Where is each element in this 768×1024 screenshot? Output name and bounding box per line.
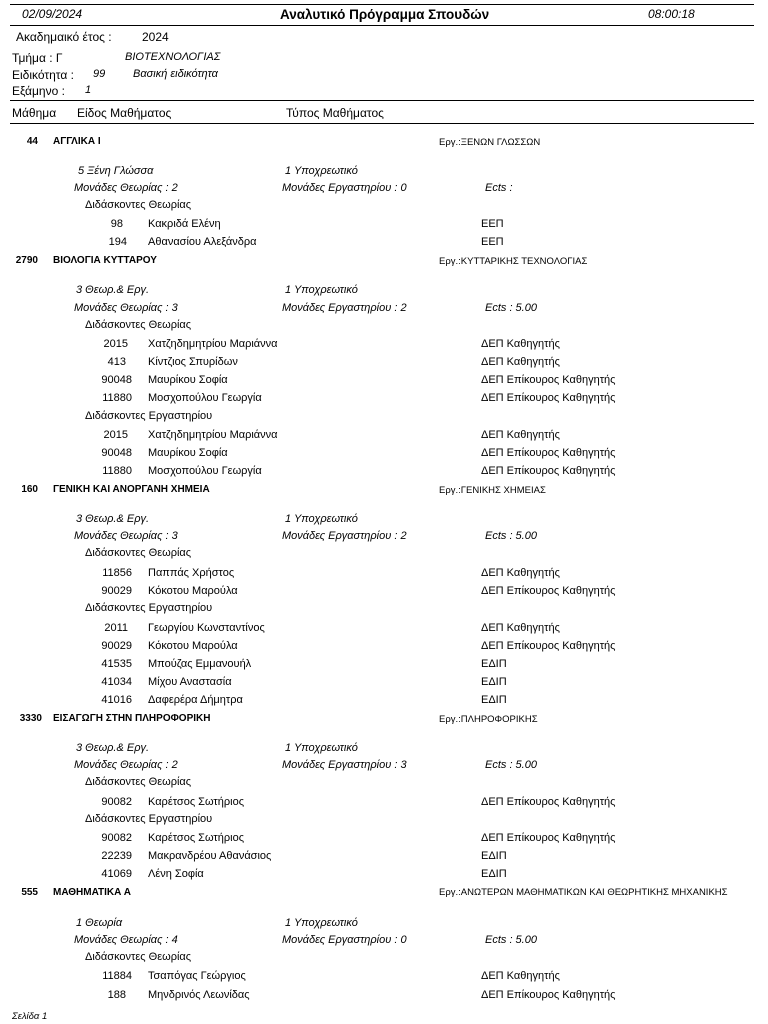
instructor-id: 90029 xyxy=(101,640,132,652)
course-code: 2790 xyxy=(15,255,38,266)
course-kind: 3 Θεωρ.& Εργ. xyxy=(76,742,150,754)
instructor-id: 41535 xyxy=(101,658,132,670)
instructor-id: 188 xyxy=(107,989,126,1001)
instructor-id: 11880 xyxy=(102,392,132,404)
instructor-group-title: Διδάσκοντες Θεωρίας xyxy=(85,547,192,559)
instructor-name: Μαυρίκου Σοφία xyxy=(148,374,228,386)
instructor-id: 11884 xyxy=(102,970,132,982)
instructor-rank: ΔΕΠ Επίκουρος Καθηγητής xyxy=(481,392,616,404)
instructor-id: 2011 xyxy=(104,622,128,634)
instructor-name: Παππάς Χρήστος xyxy=(148,567,235,579)
ects: Ects : 5.00 xyxy=(485,302,537,314)
instructor-group-title: Διδάσκοντες Θεωρίας xyxy=(85,199,192,211)
course-kind: 3 Θεωρ.& Εργ. xyxy=(76,513,150,525)
column-kind: Είδος Μαθήματος xyxy=(77,106,172,120)
instructor-rank: ΔΕΠ Επίκουρος Καθηγητής xyxy=(481,796,616,808)
instructor-name: Αθανασίου Αλεξάνδρα xyxy=(148,236,257,248)
semester-value: 1 xyxy=(85,84,92,96)
course-type: 1 Υποχρεωτικό xyxy=(285,742,358,754)
instructor-name: Κόκοτου Μαρούλα xyxy=(148,640,238,652)
course-lab: Εργ.:ΞΕΝΩΝ ΓΛΩΣΣΩΝ xyxy=(439,137,541,148)
instructor-rank: ΔΕΠ Επίκουρος Καθηγητής xyxy=(481,465,616,477)
lab-units: Μονάδες Εργαστηρίου : 3 xyxy=(282,759,407,771)
instructor-rank: ΔΕΠ Επίκουρος Καθηγητής xyxy=(481,585,616,597)
instructor-name: Κίντζιος Σπυρίδων xyxy=(148,356,238,368)
instructor-group-title: Διδάσκοντες Θεωρίας xyxy=(85,776,192,788)
print-time: 08:00:18 xyxy=(648,7,695,21)
instructor-rank: ΔΕΠ Καθηγητής xyxy=(481,970,560,982)
instructor-name: Καρέτσος Σωτήριος xyxy=(148,796,244,808)
instructor-id: 90082 xyxy=(101,832,132,844)
instructor-name: Γεωργίου Κωνσταντίνος xyxy=(148,622,265,634)
header-rule xyxy=(10,25,754,26)
dept-value: ΒΙΟΤΕΧΝΟΛΟΓΙΑΣ xyxy=(125,51,221,63)
instructor-rank: ΔΕΠ Καθηγητής xyxy=(481,429,560,441)
course-name: ΕΙΣΑΓΩΓΗ ΣΤΗΝ ΠΛΗΡΟΦΟΡΙΚΗ xyxy=(53,713,211,724)
ects: Ects : 5.00 xyxy=(485,934,537,946)
instructor-name: Μηνδρινός Λεωνίδας xyxy=(148,989,250,1001)
course-type: 1 Υποχρεωτικό xyxy=(285,284,358,296)
instructor-id: 22239 xyxy=(101,850,132,862)
ects: Ects : 5.00 xyxy=(485,530,537,542)
course-code: 555 xyxy=(21,887,38,898)
instructor-name: Δαφερέρα Δήμητρα xyxy=(148,694,243,706)
instructor-id: 11856 xyxy=(102,567,132,579)
theory-units: Μονάδες Θεωρίας : 3 xyxy=(74,302,178,314)
spec-value: Βασική ειδικότητα xyxy=(133,68,218,80)
course-lab: Εργ.:ΓΕΝΙΚΗΣ ΧΗΜΕΙΑΣ xyxy=(439,485,546,496)
instructor-id: 41034 xyxy=(101,676,132,688)
instructor-rank: ΔΕΠ Επίκουρος Καθηγητής xyxy=(481,640,616,652)
instructor-name: Μοσχοπούλου Γεωργία xyxy=(148,392,262,404)
instructor-rank: ΔΕΠ Καθηγητής xyxy=(481,622,560,634)
instructor-name: Κακριδά Ελένη xyxy=(148,218,221,230)
instructor-rank: ΔΕΠ Καθηγητής xyxy=(481,567,560,579)
semester-label: Εξάμηνο : xyxy=(12,84,65,98)
course-kind: 1 Θεωρία xyxy=(76,917,123,929)
instructor-rank: ΔΕΠ Επίκουρος Καθηγητής xyxy=(481,447,616,459)
instructor-group-title: Διδάσκοντες Εργαστηρίου xyxy=(85,410,213,422)
lab-units: Μονάδες Εργαστηρίου : 0 xyxy=(282,182,407,194)
course-type: 1 Υποχρεωτικό xyxy=(285,165,358,177)
instructor-name: Μοσχοπούλου Γεωργία xyxy=(148,465,262,477)
course-lab: Εργ.:ΑΝΩΤΕΡΩΝ ΜΑΘΗΜΑΤΙΚΩΝ ΚΑΙ ΘΕΩΡΗΤΙΚΗΣ ΜΗΧΑΝΙΚΗΣ xyxy=(439,887,728,898)
instructor-id: 194 xyxy=(108,236,127,248)
instructor-id: 98 xyxy=(110,218,123,230)
page-title: Αναλυτικό Πρόγραμμα Σπουδών xyxy=(280,7,490,22)
course-lab: Εργ.:ΚΥΤΤΑΡΙΚΗΣ ΤΕΧΝΟΛΟΓΙΑΣ xyxy=(439,256,588,267)
course-name: ΒΙΟΛΟΓΙΑ ΚΥΤΤΑΡΟΥ xyxy=(53,255,157,266)
course-name: ΓΕΝΙΚΗ ΚΑΙ ΑΝΟΡΓΑΝΗ ΧΗΜΕΙΑ xyxy=(53,484,210,495)
course-kind: 5 Ξένη Γλώσσα xyxy=(78,165,154,177)
theory-units: Μονάδες Θεωρίας : 3 xyxy=(74,530,178,542)
instructor-name: Κόκοτου Μαρούλα xyxy=(148,585,238,597)
instructor-name: Τσαπόγας Γεώργιος xyxy=(148,970,246,982)
instructor-name: Καρέτσος Σωτήριος xyxy=(148,832,244,844)
column-course: Μάθημα xyxy=(12,106,57,120)
instructor-rank: ΔΕΠ Επίκουρος Καθηγητής xyxy=(481,832,616,844)
instructor-group-title: Διδάσκοντες Εργαστηρίου xyxy=(85,602,213,614)
instructor-name: Χατζηδημητρίου Μαριάννα xyxy=(148,429,278,441)
instructor-rank: ΕΔΙΠ xyxy=(481,676,507,688)
top-rule xyxy=(10,4,754,5)
instructor-id: 413 xyxy=(107,356,126,368)
info-rule xyxy=(10,100,754,101)
instructor-id: 90082 xyxy=(101,796,132,808)
instructor-rank: ΕΔΙΠ xyxy=(481,658,507,670)
instructor-rank: ΕΔΙΠ xyxy=(481,850,507,862)
course-code: 160 xyxy=(21,484,38,495)
instructor-id: 41069 xyxy=(101,868,132,880)
ects: Ects : 5.00 xyxy=(485,759,537,771)
course-code: 44 xyxy=(26,136,38,147)
ects: Ects : xyxy=(485,182,513,194)
course-kind: 3 Θεωρ.& Εργ. xyxy=(76,284,150,296)
instructor-rank: ΔΕΠ Επίκουρος Καθηγητής xyxy=(481,374,616,386)
course-name: ΜΑΘΗΜΑΤΙΚΑ Α xyxy=(53,887,131,898)
instructor-id: 11880 xyxy=(102,465,132,477)
instructor-id: 90048 xyxy=(101,374,132,386)
instructor-id: 2015 xyxy=(103,429,128,441)
lab-units: Μονάδες Εργαστηρίου : 2 xyxy=(282,530,407,542)
course-code: 3330 xyxy=(19,713,42,724)
instructor-rank: ΔΕΠ Καθηγητής xyxy=(481,356,560,368)
instructor-rank: ΔΕΠ Επίκουρος Καθηγητής xyxy=(481,989,616,1001)
instructor-name: Μαυρίκου Σοφία xyxy=(148,447,228,459)
instructor-id: 41016 xyxy=(101,694,132,706)
theory-units: Μονάδες Θεωρίας : 2 xyxy=(74,759,178,771)
spec-label: Ειδικότητα : xyxy=(12,68,74,82)
column-type: Τύπος Μαθήματος xyxy=(286,106,384,120)
instructor-id: 90029 xyxy=(101,585,132,597)
instructor-rank: ΕΔΙΠ xyxy=(481,868,507,880)
columns-rule xyxy=(10,123,754,124)
spec-code: 99 xyxy=(93,68,106,80)
instructor-group-title: Διδάσκοντες Θεωρίας xyxy=(85,319,192,331)
instructor-name: Μπούζας Εμμανουήλ xyxy=(148,658,252,670)
course-lab: Εργ.:ΠΛΗΡΟΦΟΡΙΚΗΣ xyxy=(439,714,538,725)
instructor-group-title: Διδάσκοντες Εργαστηρίου xyxy=(85,813,213,825)
course-type: 1 Υποχρεωτικό xyxy=(285,513,358,525)
instructor-id: 2015 xyxy=(103,338,128,350)
dept-label: Τμήμα : Γ xyxy=(12,51,63,65)
instructor-name: Μίχου Αναστασία xyxy=(148,676,232,688)
lab-units: Μονάδες Εργαστηρίου : 0 xyxy=(282,934,407,946)
instructor-name: Μακρανδρέου Αθανάσιος xyxy=(148,850,272,862)
course-type: 1 Υποχρεωτικό xyxy=(285,917,358,929)
instructor-rank: ΕΕΠ xyxy=(481,236,504,248)
instructor-rank: ΕΕΠ xyxy=(481,218,504,230)
instructor-rank: ΕΔΙΠ xyxy=(481,694,507,706)
instructor-group-title: Διδάσκοντες Θεωρίας xyxy=(85,951,192,963)
instructor-name: Χατζηδημητρίου Μαριάννα xyxy=(148,338,278,350)
instructor-rank: ΔΕΠ Καθηγητής xyxy=(481,338,560,350)
year-label: Ακαδημαικό έτος : xyxy=(16,30,112,44)
page-number: Σελίδα 1 xyxy=(12,1011,48,1022)
theory-units: Μονάδες Θεωρίας : 2 xyxy=(74,182,178,194)
print-date: 02/09/2024 xyxy=(22,7,83,21)
course-name: ΑΓΓΛΙΚΑ Ι xyxy=(53,136,101,147)
lab-units: Μονάδες Εργαστηρίου : 2 xyxy=(282,302,407,314)
instructor-name: Λένη Σοφία xyxy=(148,868,204,880)
instructor-id: 90048 xyxy=(101,447,132,459)
year-value: 2024 xyxy=(142,30,169,44)
theory-units: Μονάδες Θεωρίας : 4 xyxy=(74,934,178,946)
